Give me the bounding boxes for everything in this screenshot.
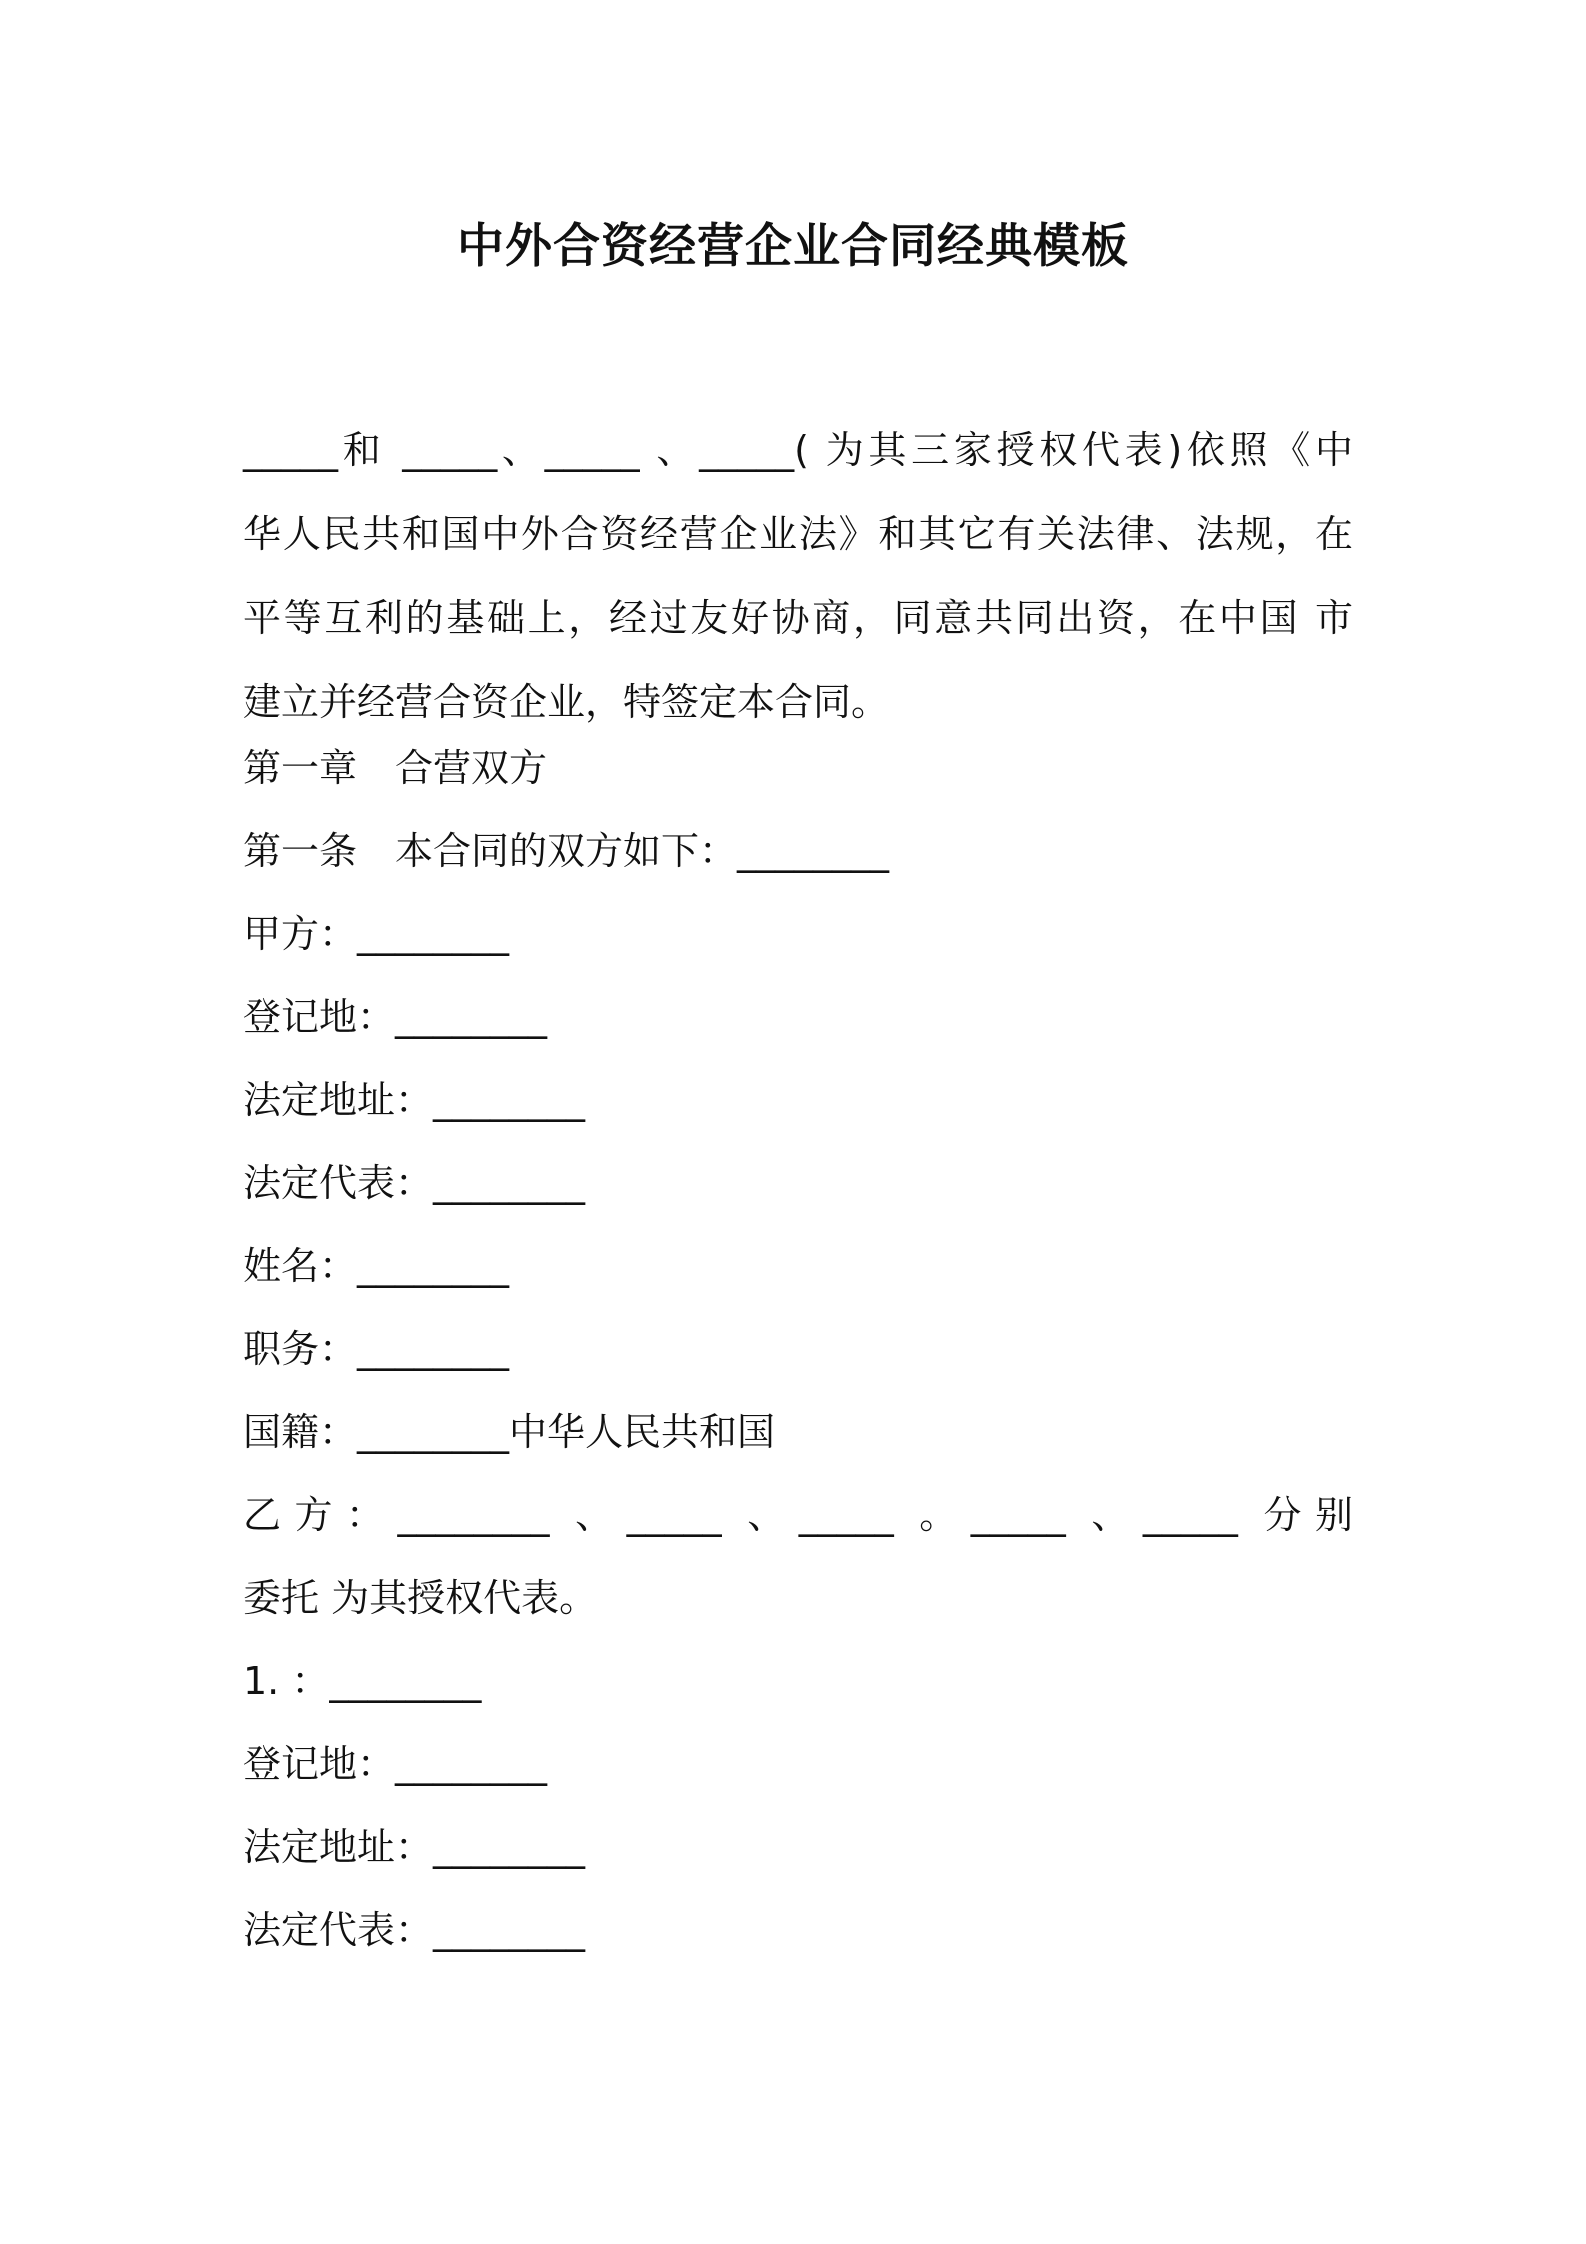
intro-paragraph: [243, 408, 1353, 744]
party-a-nationality: 国籍：________中华人民共和国: [243, 1410, 776, 1454]
intro-line: 建立并经营合资企业，特签定本合同。: [243, 680, 890, 724]
party-b-registered-place: 登记地：________: [243, 1742, 548, 1786]
party-b-legal-representative: 法定代表：________: [243, 1908, 586, 1952]
party-a-legal-representative: 法定代表：________: [243, 1161, 586, 1205]
party-a-name: 甲方：________: [243, 912, 510, 956]
article-heading: 第一条 本合同的双方如下：________: [243, 829, 890, 873]
document-title: 中外合资经营企业合同经典模板: [457, 219, 1129, 274]
party-a-registered-place: 登记地：________: [243, 995, 548, 1039]
party-a-rep-name: 姓名：________: [243, 1244, 510, 1288]
intro-line: _____和 _____、_____ 、_____( 为其三家授权代表)依照《中: [243, 428, 1353, 472]
party-b-item-1: 1. ：________: [243, 1659, 482, 1703]
party-b-legal-address: 法定地址：________: [243, 1825, 586, 1869]
party-b-line-1: 乙方：________ 、_____ 、_____ 。_____ 、_____ 分别: [243, 1493, 1353, 1537]
intro-line: 平等互利的基础上，经过友好协商，同意共同出资，在中国 市: [243, 596, 1353, 640]
party-a-rep-position: 职务：________: [243, 1327, 510, 1371]
chapter-heading: 第一章 合营双方: [243, 746, 548, 790]
intro-line: 华人民共和国中外合资经营企业法》和其它有关法律、法规，在: [243, 512, 1353, 556]
party-a-legal-address: 法定地址：________: [243, 1078, 586, 1122]
party-b-line-2: 委托 为其授权代表。: [243, 1576, 598, 1620]
